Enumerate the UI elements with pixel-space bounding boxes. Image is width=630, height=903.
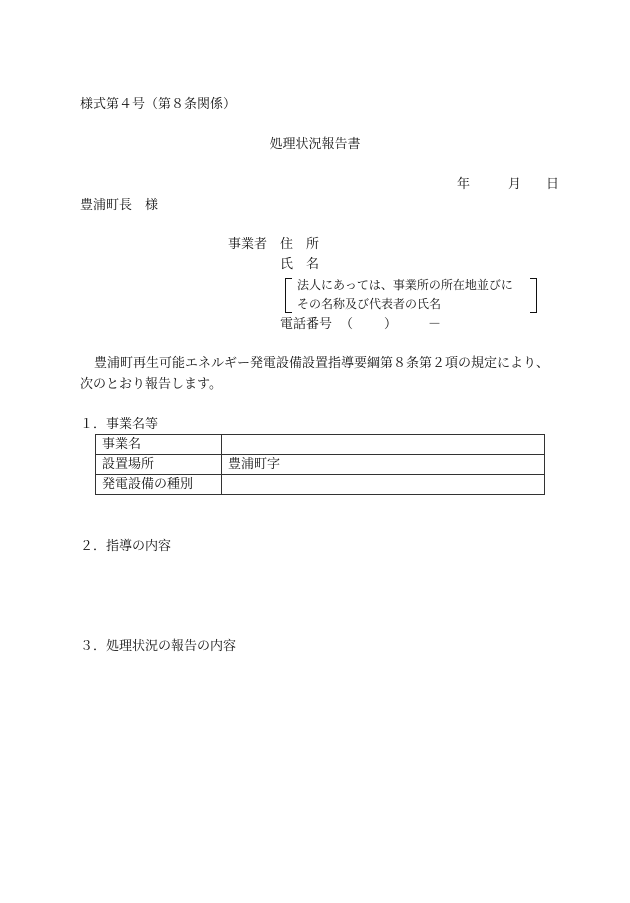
section-3-heading: ３．処理状況の報告の内容	[80, 639, 237, 654]
section-1-heading: １．事業名等	[80, 417, 159, 432]
note-bracket-left	[285, 278, 292, 313]
document-title: 処理状況報告書	[269, 137, 361, 152]
phone-label: 電話番号	[280, 317, 333, 332]
address-label: 住 所	[280, 237, 320, 252]
date-year-label: 年	[457, 177, 471, 192]
table-label-cell: 事業名	[96, 435, 222, 455]
table-value-cell: 豊浦町字	[222, 455, 545, 475]
table-label-cell: 発電設備の種別	[96, 475, 222, 495]
table-value-cell	[222, 435, 545, 455]
note-bracket-right	[530, 278, 537, 313]
name-label: 氏 名	[280, 257, 320, 272]
table-value-cell	[222, 475, 545, 495]
form-number: 様式第４号（第８条関係）	[80, 97, 237, 112]
table-label-cell: 設置場所	[96, 455, 222, 475]
corporate-note-line-1: 法人にあっては、事業所の所在地並びに	[297, 278, 513, 292]
body-text-line-1: 豊浦町再生可能エネルギー発電設備設置指導要綱第８条第２項の規定により、	[94, 356, 550, 371]
section-2-heading: ２．指導の内容	[80, 539, 172, 554]
phone-dash: －	[428, 317, 442, 332]
corporate-note-line-2: その名称及び代表者の氏名	[297, 297, 442, 311]
table-row	[96, 435, 545, 455]
phone-paren-open: （	[340, 317, 354, 332]
date-line	[457, 178, 559, 191]
date-day-label: 日	[546, 177, 560, 192]
addressee: 豊浦町長 様	[80, 198, 159, 213]
table-row	[96, 455, 545, 475]
table-row	[96, 475, 545, 495]
body-text-line-2: 次のとおり報告します。	[80, 377, 222, 392]
date-month-label: 月	[508, 177, 522, 192]
applicant-label: 事業者	[228, 237, 268, 252]
business-info-table	[95, 434, 545, 495]
phone-paren-close: ）	[384, 317, 398, 332]
